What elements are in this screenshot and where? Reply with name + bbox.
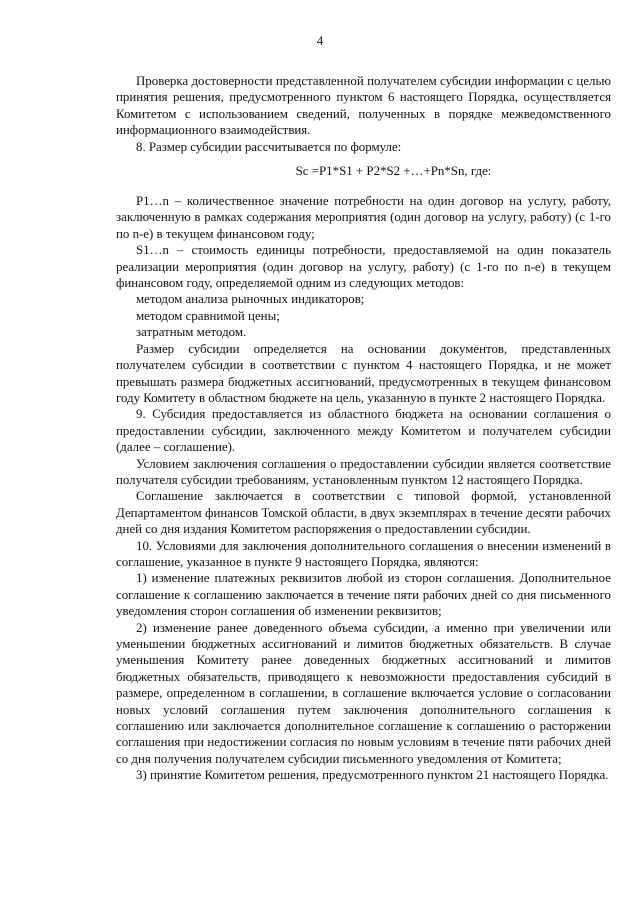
method-market-indicators: методом анализа рыночных индикаторов;	[136, 292, 365, 307]
paragraph-item-8: 8. Размер субсидии рассчитывается по формуле:	[136, 139, 402, 154]
method-comparable-price: методом сравнимой цены;	[136, 308, 280, 323]
paragraph-verification: Проверка достоверности представленной получателем субсидии информации с целью принятия решения, предусмотренного пунктом 6 настоящего Порядка, осуществляется Комитетом с использованием сведений, полученных в порядке межведомственного информационного взаимодействия.	[116, 74, 611, 138]
condition-3: 3) принятие Комитетом решения, предусмотренного пунктом 21 настоящего Порядка.	[136, 768, 609, 783]
paragraph-p-definition: P1…n – количественное значение потребности на один договор на услугу, работу, заключенную в рамках содержания мероприятия (один договор на услугу, работу) (с 1-го по n-е) в текущем финансовом году;	[116, 194, 611, 241]
paragraph-subsidy-amount: Размер субсидии определяется на основании документов, представленных получателем субсидии в соответствии с пунктом 4 настоящего Порядка, и не может превышать размера бюджетных ассигнований, предусмотренных в текущем финансовом году Комитету в областном бюджете на цель, указанную в пункте 2 настоящего Порядка.	[116, 341, 611, 405]
page-number: 4	[316, 33, 324, 48]
paragraph-s-definition: S1…n – стоимость единицы потребности, предоставляемой на один показатель реализации мероприятия (один договор на услугу, работу) (с 1-го по n-е) в текущем финансовом году, определяемой одним из следующих методов:	[116, 243, 611, 291]
method-cost-based: затратным методом.	[136, 325, 247, 340]
subsidy-formula: Sс =P1*S1 + P2*S2 +…+Pn*Sn, где:	[295, 164, 492, 179]
document-body	[116, 73, 611, 784]
paragraph-agreement-form: Соглашение заключается в соответствии с типовой формой, установленной Департаментом финансов Томской области, в двух экземплярах в течение десяти рабочих дней со дня издания Комитетом распоряжения о предоставлении субсидии.	[116, 489, 611, 537]
condition-2: 2) изменение ранее доведенного объема субсидии, а именно при увеличении или уменьшении бюджетных ассигнований и лимитов бюджетных обязательств. В случае уменьшения Комитету ранее доведенных бюджетных ассигнований и лимитов бюджетных обязательств, приводящего к невозможности предоставления субсидий в размере, определенном в соглашении, в соглашение включается условие о согласовании новых условий соглашения путем заключения дополнительного соглашения к соглашению или заключается дополнительное соглашение к соглашению о расторжении соглашения при недостижении согласия по новым условиям в течение пяти рабочих дней со дня получения получателем субсидии письменного уведомления от Комитета;	[116, 620, 611, 766]
paragraph-item-9: 9. Субсидия предоставляется из областного бюджета на основании соглашения о предоставлении субсидии, заключенного между Комитетом и получателем субсидии (далее – соглашение).	[116, 407, 611, 455]
paragraph-item-10: 10. Условиями для заключения дополнительного соглашения о внесении изменений в соглашение, указанное в пункте 9 настоящего Порядка, являются:	[116, 538, 611, 569]
paragraph-agreement-condition: Условием заключения соглашения о предоставлении субсидии является соответствие получателя субсидии требованиям, установленным пунктом 12 настоящего Порядка.	[116, 456, 611, 487]
condition-1: 1) изменение платежных реквизитов любой из сторон соглашения. Дополнительное соглашение к соглашению заключается в течение пяти рабочих дней со дня письменного уведомления сторон соглашения об изменении реквизитов;	[116, 571, 611, 619]
